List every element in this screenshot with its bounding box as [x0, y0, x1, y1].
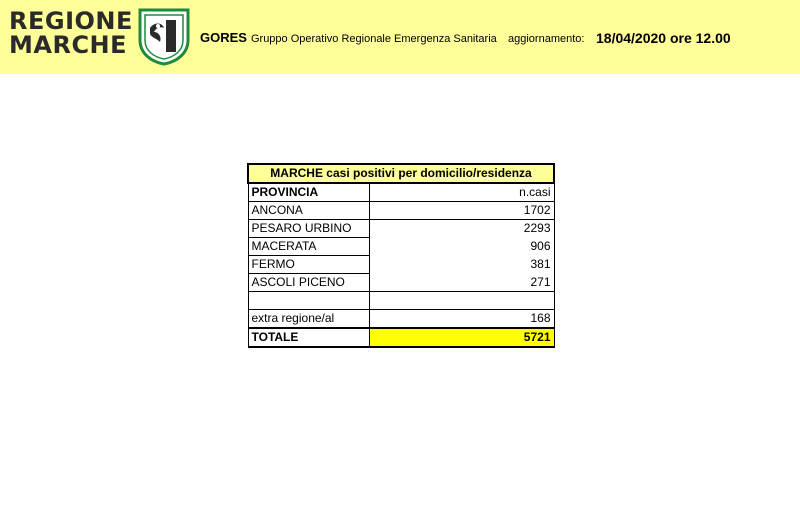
cases-table: [247, 163, 555, 348]
province-cases: 271: [369, 274, 554, 292]
table-header-row: [248, 183, 554, 202]
logo-line-2: MARCHE: [9, 31, 128, 59]
province-cases: 906: [369, 238, 554, 256]
table-row: [248, 202, 554, 220]
gores-full-name: Gruppo Operativo Regionale Emergenza Sanitaria: [250, 33, 497, 45]
table-row: [248, 274, 554, 292]
empty-cell: [248, 292, 369, 310]
extra-region-cases: 168: [369, 310, 554, 329]
table-row-empty: [248, 292, 554, 310]
extra-region-label: extra regione/al: [248, 310, 369, 329]
table-row: [248, 256, 554, 274]
table-row: [248, 220, 554, 238]
table-title: MARCHE casi positivi per domicilio/residenza: [248, 164, 554, 183]
province-name: PESARO URBINO: [248, 220, 369, 238]
province-name: FERMO: [248, 256, 369, 274]
table-title-row: [248, 164, 554, 183]
province-cases: 2293: [369, 220, 554, 238]
table-row-extra: [248, 310, 554, 329]
table-row: [248, 238, 554, 256]
province-cases: 1702: [369, 202, 554, 220]
province-name: MACERATA: [248, 238, 369, 256]
logo-line-1: REGIONE: [9, 7, 133, 35]
empty-cell: [369, 292, 554, 310]
table-row-total: [248, 328, 554, 347]
gores-acronym: GORES: [200, 30, 247, 45]
column-header-cases: n.casi: [369, 183, 554, 202]
update-date: 18/04/2020 ore 12.00: [596, 30, 731, 46]
column-header-province: PROVINCIA: [248, 183, 369, 202]
total-label: TOTALE: [248, 328, 369, 347]
regione-marche-emblem-icon: [136, 6, 192, 66]
province-name: ANCONA: [248, 202, 369, 220]
regione-marche-logo: [9, 9, 133, 57]
province-name: ASCOLI PICENO: [248, 274, 369, 292]
update-label: aggiornamento:: [508, 33, 585, 45]
province-cases: 381: [369, 256, 554, 274]
header-bar: [0, 0, 800, 74]
gores-label: [200, 30, 497, 45]
total-value: 5721: [369, 328, 554, 347]
